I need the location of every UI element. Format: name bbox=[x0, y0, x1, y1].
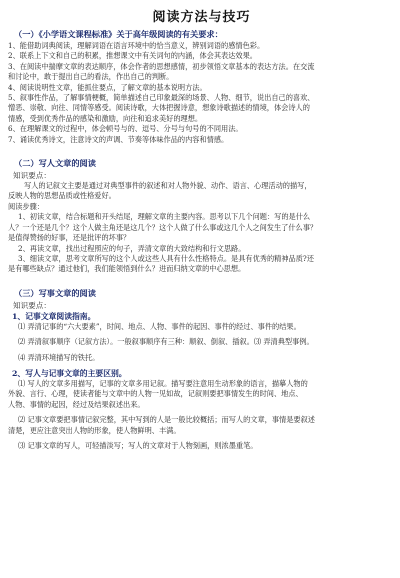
difference-line: ⑴ 写人的文章多用描写，记事的文章多用记叙。描写要注意用生动形象的语言，描摹人物的 bbox=[18, 378, 308, 388]
guide-line: ⑵ 弄清叙事顺序（记叙方法）。一般叙事顺序有三种：顺叙、倒叙、插叙。⑶ 弄清典型事例。 bbox=[18, 337, 314, 347]
section-curriculum-requirements bbox=[8, 29, 395, 145]
section-heading: （三）写事文章的阅读 bbox=[14, 287, 96, 298]
requirement-line: 7、诵读优秀诗文，注意诗文的声调、节奏等体味作品的内容和情感。 bbox=[8, 134, 229, 144]
subsection-heading: 1、记事文章阅读指南。 bbox=[12, 311, 96, 321]
knowledge-label: 知识要点： bbox=[13, 171, 51, 181]
guide-line: ⑷ 弄清环境描写的铁托。 bbox=[18, 352, 100, 362]
guide-line: ⑴ 弄清记事的“六大要素”，时间、地点、人物、事件的起因、事件的经过、事件的结果。 bbox=[18, 321, 301, 331]
step-line: 人？一个还是几个？这个人做主角还是这几个？这个人做了什么事或这几个人之间发生了什么事？ bbox=[8, 222, 318, 232]
page-title: 阅读方法与技巧 bbox=[152, 10, 251, 25]
steps-label: 阅读步骤： bbox=[8, 201, 44, 211]
section-event-reading bbox=[8, 288, 395, 452]
requirement-line: 和讨论中，敢于提出自己的看法，作出自己的判断。 bbox=[8, 72, 174, 82]
requirement-line: 3、在阅读中揣摩文章的表达顺序，体会作者的思想感情，初步领悟文章基本的表达方法。在交流 bbox=[8, 61, 315, 71]
requirement-line: 2、联系上下文和自己的积累，推想课文中有关词句的内涵，体会其表达效果。 bbox=[8, 51, 257, 61]
step-line: 是有哪些缺点？通过他们，我们能领悟到什么？进而归纳文章的中心思想。 bbox=[8, 264, 246, 274]
body-line: 反映人物的思想品质或性格爱好。 bbox=[8, 191, 116, 201]
requirement-line: 5、叙事性作品，了解事情梗概，简单描述自己印象最深的场景、人物、细节，说出自己的喜欢、 bbox=[8, 93, 315, 103]
step-line: 3、细读文章，思考文章所写的这个人或这些人具有什么性格特点。是具有优秀的精神品质?还 bbox=[18, 253, 314, 263]
section-heading: （二）写人文章的阅读 bbox=[14, 158, 96, 169]
difference-line: ⑶ 记事文章的写人，可轻描淡写；写人的文章对于人物刻画，则浓墨重笔。 bbox=[18, 440, 258, 450]
difference-line: 外貌、言行、心理，使读者能与文章中的人物一见如故，记叙则要把事情发生的时间、地点、 bbox=[8, 389, 303, 399]
difference-line: 人物、事情的起因，经过及结果叙述出来。 bbox=[8, 399, 145, 409]
knowledge-label: 知识要点： bbox=[13, 300, 51, 310]
step-line: 2、再读文章，找出过程照应的句子，弄清文章的大致结构和行文思路。 bbox=[18, 243, 246, 253]
difference-line: 清楚，更应注意突出人物的形象，使人物鲜明、丰满。 bbox=[8, 425, 181, 435]
body-line: 写人的记叙文主要是通过对典型事件的叙述和对人物外貌、动作、语言、心理活动的描写， bbox=[24, 181, 312, 191]
section-person-reading bbox=[8, 158, 395, 275]
step-line: 是值得赞扬的好事，还是批评的坏事？ bbox=[8, 233, 131, 243]
requirement-line: 1、能借助词典阅读，理解词语在语言环境中的恰当意义，辨别词语的感情色彩。 bbox=[8, 41, 265, 50]
step-line: 1、初读文章，结合标题和开头结尾，理解文章的主要内容。思考以下几个问题：写的是什么 bbox=[18, 212, 311, 222]
subsection-heading: 2、写人与记事文章的主要区别。 bbox=[12, 368, 127, 378]
requirement-line: 憎恶、崇敬、向往、同情等感受。阅读诗歌，大体把握诗意，想象诗歌描述的情境，体会诗人的 bbox=[8, 103, 310, 113]
section-heading: （一）《小学语文课程标准》关于高年级阅读的有关要求： bbox=[14, 29, 223, 39]
requirement-line: 情感，受到优秀作品的感染和激励，向往和追求美好的理想。 bbox=[8, 113, 203, 123]
difference-line: ⑵ 记事文章要把事情记叙完整，其中写到的人是一般比较概括；而写人的文章，事情是要叙述 bbox=[18, 415, 315, 425]
requirement-line: 6、在理解课文的过程中，体会顿号与的、逗号、分号与句号的不同用法。 bbox=[8, 124, 243, 134]
requirement-line: 4、阅读说明性文章，能抓住要点，了解文章的基本说明方法。 bbox=[8, 82, 207, 92]
